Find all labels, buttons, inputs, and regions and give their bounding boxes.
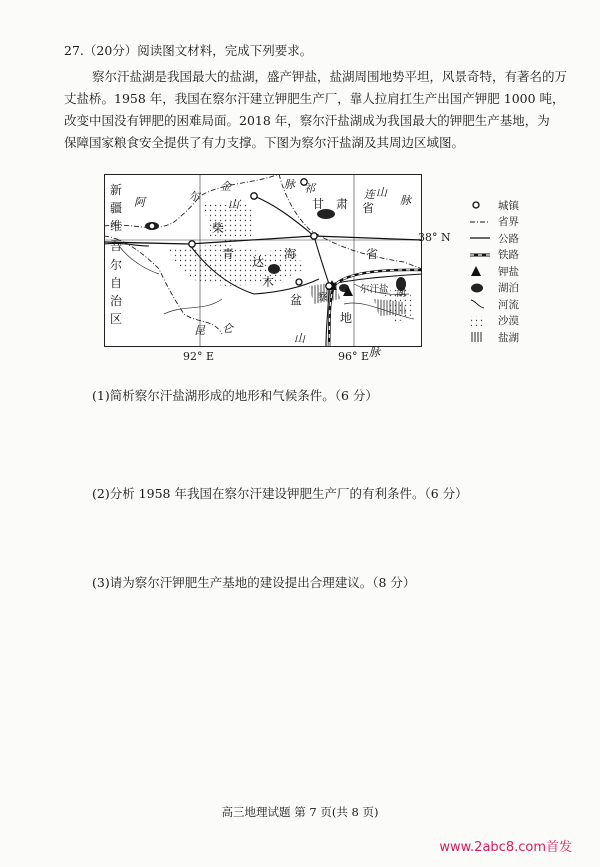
- map-label: 维: [110, 219, 123, 233]
- map-label: 肃: [336, 197, 349, 211]
- map-label: 甘: [312, 197, 325, 211]
- subquestion-1: (1)简析察尔汗盐湖形成的地形和气候条件。（6 分）: [92, 388, 378, 403]
- legend-label: 沙漠: [498, 315, 519, 328]
- legend-label: 盐湖: [498, 331, 519, 344]
- lake: [268, 264, 280, 274]
- map-label: 地: [340, 311, 353, 325]
- map-label: 吾: [110, 239, 123, 253]
- map-label: 青: [222, 247, 235, 261]
- map-label: 山: [228, 198, 239, 211]
- map-label: 祁: [304, 182, 315, 195]
- page-footer: 高三地理试题 第 7 页(共 8 页): [221, 805, 379, 819]
- map-label: 仑: [222, 322, 233, 335]
- material-line: 改变中国没有钾肥的困难局面。2018 年，察尔汗盐湖成为我国最大的钾肥生产基地，为: [64, 113, 550, 128]
- map-label: 盆: [290, 293, 303, 307]
- potash-triangle-icon: [470, 264, 492, 278]
- town-marker: [251, 193, 257, 199]
- subquestion-3: (3)请为察尔汗钾肥生产基地的建设提出合理建议。（8 分）: [92, 575, 416, 590]
- legend-item: [470, 214, 519, 231]
- material-paragraph: [64, 66, 584, 154]
- town-marker: [296, 279, 302, 285]
- watermark: www.2abc8.com首发: [439, 840, 572, 855]
- legend-label: 钾盐: [498, 265, 519, 278]
- river-line-icon: [470, 297, 492, 311]
- map-label: 湖: [396, 288, 406, 299]
- map-label: 昆: [194, 324, 205, 337]
- legend-item: [470, 280, 519, 297]
- map-label: 省: [366, 247, 379, 261]
- regional-map: [104, 174, 422, 362]
- legend-item: [470, 247, 519, 264]
- map-label: 山: [376, 186, 387, 199]
- map-label: 区: [110, 312, 123, 326]
- town-marker: [189, 241, 195, 247]
- legend-label: 湖泊: [498, 282, 519, 295]
- map-label: 治: [110, 294, 123, 308]
- town-marker: [326, 283, 332, 289]
- map-label: 山: [294, 332, 305, 345]
- lake-blob-icon: [470, 281, 492, 295]
- legend-label: 河流: [498, 298, 519, 311]
- map-label: 脉: [400, 194, 411, 207]
- town-marker: [311, 233, 317, 239]
- map-label: 尔: [110, 258, 123, 272]
- material-line: 察尔汗盐湖是我国最大的盐湖，盛产钾盐，盐湖周围地势平坦，风景奇特，有著名的万: [92, 69, 568, 84]
- desert-dots-icon: [470, 314, 492, 328]
- map-label: 阿: [134, 196, 145, 209]
- legend-label: 公路: [498, 232, 519, 245]
- legend-item: [470, 197, 519, 214]
- map-label: 海: [284, 247, 297, 261]
- material-line: 丈盐桥。1958 年，我国在察尔汗建立钾肥生产厂，靠人拉肩扛生产出国产钾肥 1000 吨，: [64, 91, 565, 106]
- map-label: 柴: [212, 221, 225, 235]
- material-line: 保障国家粮食安全提供了有力支撑。下图为察尔汗盐湖及其周边区域图。: [64, 135, 465, 150]
- map-label: 达: [252, 255, 265, 269]
- town-marker: [149, 223, 155, 229]
- map-label: 脉: [284, 178, 295, 191]
- map-label: 疆: [110, 201, 123, 215]
- map-label: 尔汗盐: [360, 284, 389, 295]
- latitude-label: 38° N: [418, 231, 451, 244]
- subquestion-2: (2)分析 1958 年我国在察尔汗建设钾肥生产厂的有利条件。（6 分）: [92, 486, 468, 501]
- legend-item: [470, 296, 519, 313]
- legend-item: [470, 263, 519, 280]
- map-label: 木: [262, 275, 275, 289]
- map-label: 新: [110, 183, 123, 197]
- longitude-label-96: 96° E: [338, 350, 370, 363]
- highway-line-icon: [470, 231, 492, 245]
- question-header: 27.（20分）阅读图文材料，完成下列要求。: [64, 43, 313, 58]
- map-label: 自: [110, 276, 123, 290]
- legend-label: 铁路: [498, 249, 519, 262]
- railway-line-icon: [470, 248, 492, 262]
- map-label: 尔: [189, 190, 200, 203]
- legend-label: 省界: [498, 216, 519, 229]
- legend-item: [470, 230, 519, 247]
- map-label: 脉: [369, 346, 380, 359]
- map-label: 察: [318, 292, 328, 303]
- legend-item: [470, 329, 519, 346]
- map-label: 连: [364, 188, 375, 201]
- salt-lake-hatch-icon: [470, 330, 492, 344]
- longitude-label-92: 92° E: [183, 350, 215, 363]
- map-label: 金: [220, 180, 231, 193]
- legend-item: [470, 313, 519, 330]
- map-label: 省: [362, 201, 375, 215]
- town-circle-icon: [470, 198, 492, 212]
- province-boundary-icon: [470, 215, 492, 229]
- legend-label: 城镇: [498, 199, 519, 212]
- map-legend: [470, 197, 519, 346]
